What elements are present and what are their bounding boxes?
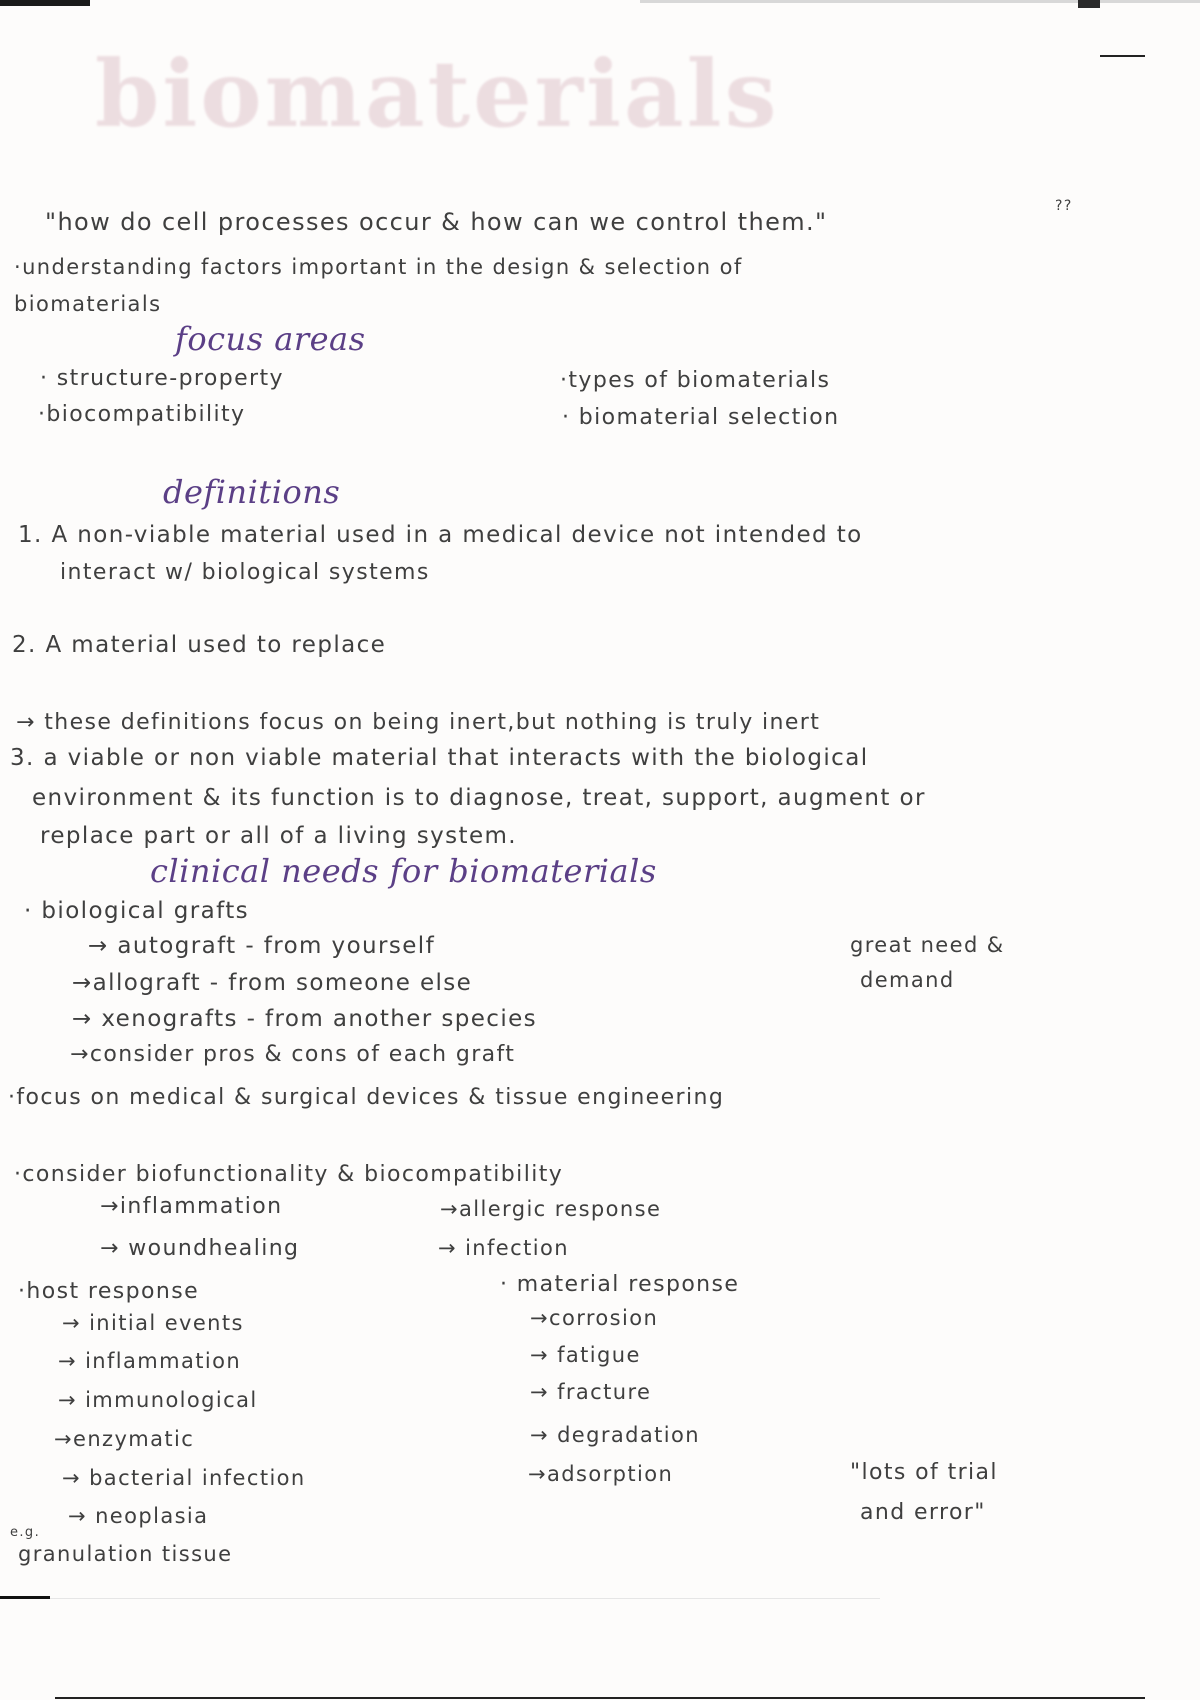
definition-1-line-1: 1. A non-viable material used in a medical device not intended to [18,522,863,548]
intro-line-2: biomaterials [14,292,162,316]
definitions-note: → these definitions focus on being inert,but nothing is truly inert [16,710,821,735]
clinical-needs-heading: clinical needs for biomaterials [150,852,657,890]
intro-line-1: ·understanding factors important in the design & selection of [14,255,743,279]
material-response-item: →corrosion [530,1306,659,1330]
definitions-heading: definitions [163,473,341,511]
faded-title: biomaterials [95,40,780,148]
side-note-line-2: demand [860,968,955,992]
graft-item: →allograft - from someone else [72,970,473,996]
quote-line-1: "lots of trial [850,1460,998,1485]
host-response-item: → bacterial infection [62,1466,306,1490]
focus-item-right-2: · biomaterial selection [562,405,840,430]
graft-item: → autograft - from yourself [88,933,436,959]
host-response-item: → immunological [58,1388,258,1412]
host-response-item: → inflammation [58,1349,242,1373]
material-response-item: →adsorption [528,1462,674,1486]
focus-item-left-1: · structure-property [40,366,284,391]
material-response-item: → fracture [530,1380,652,1404]
question-mark: ?? [1055,198,1073,214]
definition-3-line-2: environment & its function is to diagnose, treat, support, augment or [32,785,926,811]
host-response-item: → neoplasia [68,1504,209,1528]
consider-left-item: → woundhealing [100,1236,300,1261]
material-response-label: · material response [500,1272,740,1297]
graft-item: → xenografts - from another species [72,1006,538,1032]
host-response-item: → initial events [62,1311,244,1335]
consider-right-item: → infection [438,1236,569,1260]
example-text: granulation tissue [18,1542,233,1566]
host-response-label: ·host response [18,1279,200,1304]
page-edge-shadow [0,0,90,6]
graft-item: →consider pros & cons of each graft [70,1042,516,1067]
definition-1-line-2: interact w/ biological systems [60,560,430,585]
page-edge-line [640,0,1200,3]
quote-line-2: and error" [860,1500,986,1525]
example-label: e.g. [10,1525,41,1540]
focus-heading: focus areas [175,320,366,358]
focus-item-right-1: ·types of biomaterials [560,368,831,393]
focus-item-left-2: ·biocompatibility [38,402,246,427]
material-response-item: → degradation [530,1423,700,1447]
host-response-item: →enzymatic [54,1427,195,1451]
page-footer-line [55,1697,1145,1699]
biological-grafts-label: · biological grafts [24,898,250,924]
definition-3-line-3: replace part or all of a living system. [40,823,518,849]
consider-right-item: →allergic response [440,1197,662,1221]
consider-label: ·consider biofunctionality & biocompatibility [14,1162,564,1187]
focus-devices-line: ·focus on medical & surgical devices & tissue engineering [8,1085,725,1110]
definition-2: 2. A material used to replace [12,632,387,658]
material-response-item: → fatigue [530,1343,641,1367]
margin-dash [1100,55,1145,57]
side-note-line-1: great need & [850,933,1005,957]
page-bottom-mark [0,1596,50,1599]
definition-3-line-1: 3. a viable or non viable material that interacts with the biological [10,745,869,771]
consider-left-item: →inflammation [100,1194,283,1219]
page-edge-mark [1078,0,1100,8]
page-bottom-line [50,1598,880,1599]
guiding-question: "how do cell processes occur & how can we control them." [45,208,828,236]
